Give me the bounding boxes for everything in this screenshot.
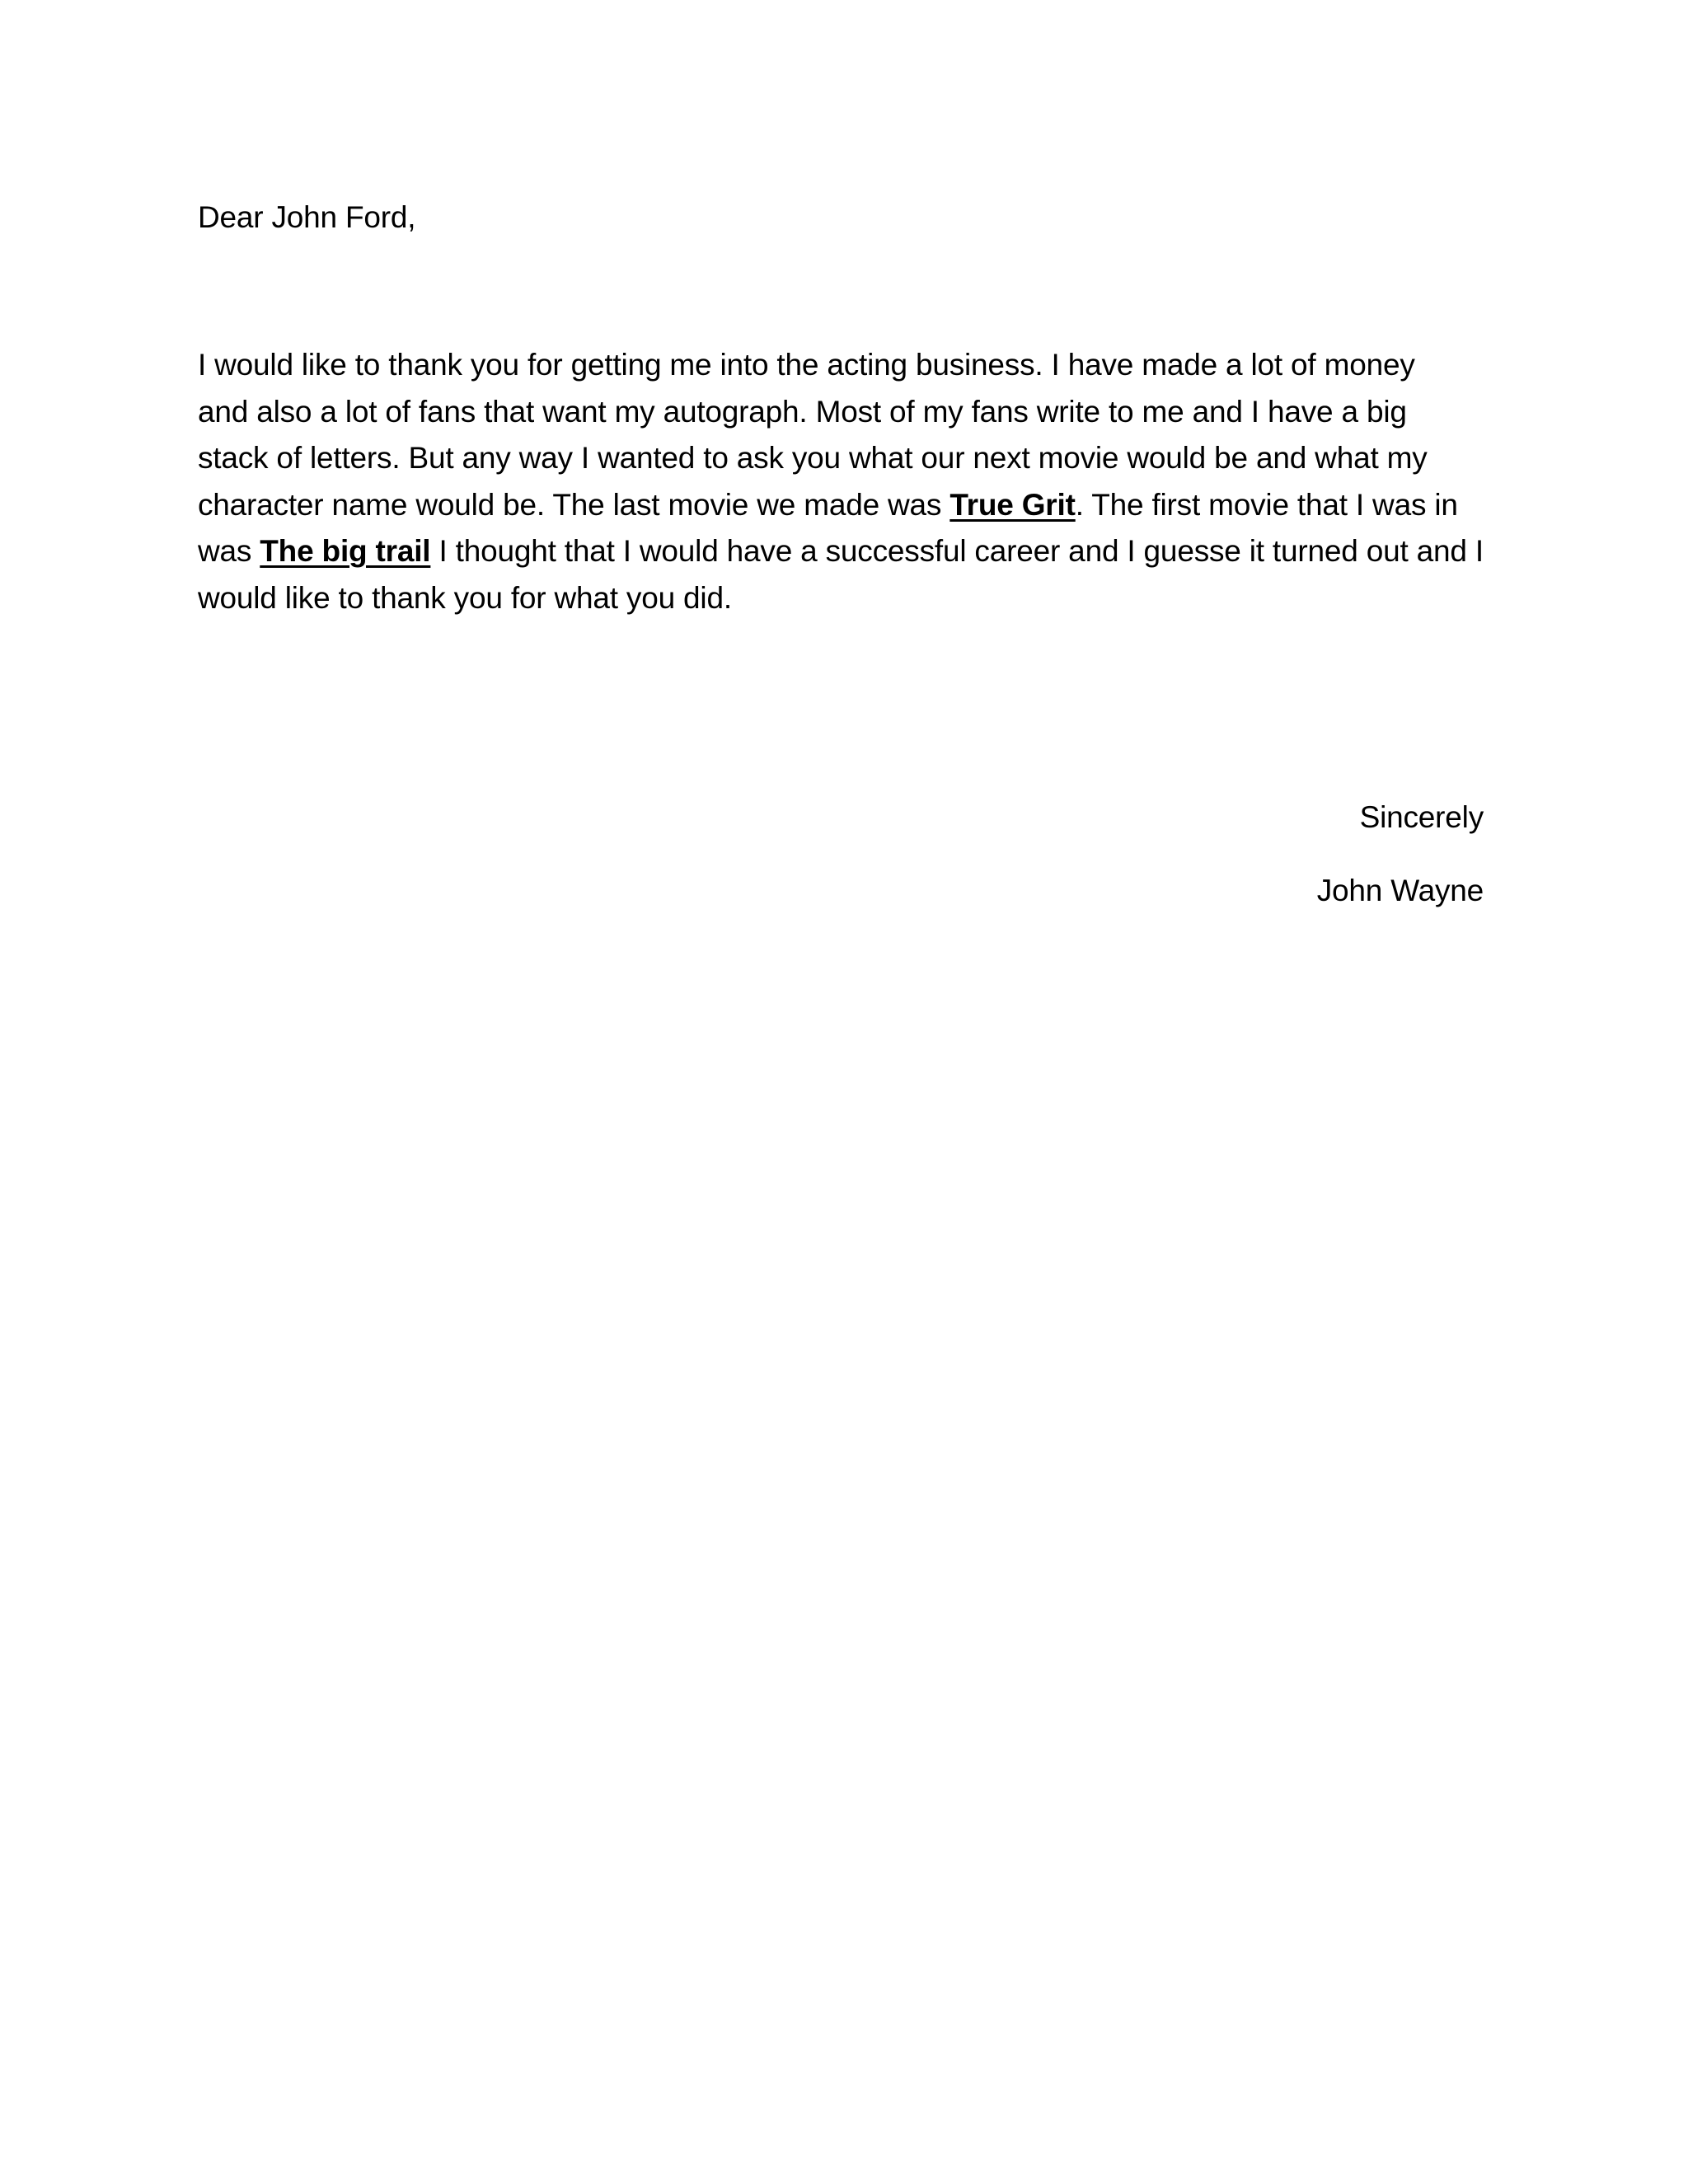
body-line-5 — [198, 528, 1484, 575]
body-line-1: I would like to thank you for getting me into the acting business. I have made a lot of money — [198, 348, 1415, 382]
letter-body — [198, 342, 1484, 621]
body-line-5-start: was — [198, 534, 260, 568]
body-line-5-end: I thought that I would have a successful career and I guesse it turned out and I — [430, 534, 1484, 568]
closing: Sincerely — [1359, 800, 1484, 834]
body-line-4-end: . The first movie that I was in — [1075, 487, 1458, 522]
movie-title-true-grit: True Grit — [950, 487, 1076, 522]
body-line-4-start: character name would be. The last movie we made was — [198, 487, 950, 522]
salutation: Dear John Ford, — [198, 200, 416, 234]
body-line-2: and also a lot of fans that want my autograph. Most of my fans write to me and I have a big — [198, 394, 1407, 429]
signature-name: John Wayne — [1316, 874, 1484, 907]
body-line-4 — [198, 482, 1484, 529]
movie-title-the-big-trail: The big trail — [260, 534, 431, 568]
body-line-6: would like to thank you for what you did. — [198, 580, 732, 615]
body-line-3: stack of letters. But any way I wanted to ask you what our next movie would be and what my — [198, 441, 1428, 475]
